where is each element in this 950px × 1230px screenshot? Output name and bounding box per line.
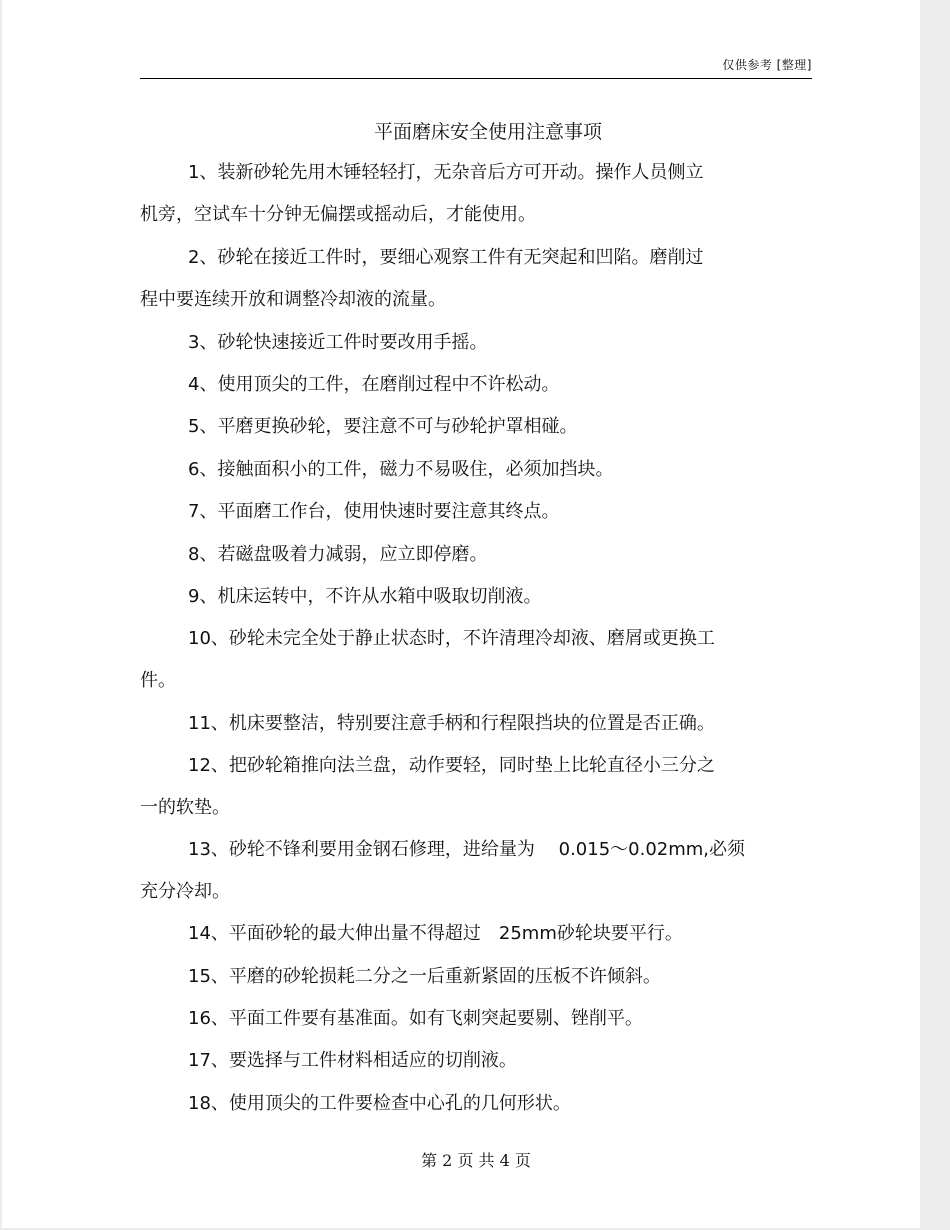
header-text: 仅供参考 [整理]	[722, 58, 812, 72]
item-line-1: 18、使用顶尖的工件要检查中心孔的几何形状。	[188, 1093, 571, 1114]
list-item	[140, 364, 820, 406]
item-line-1: 8、若磁盘吸着力减弱，应立即停磨。	[188, 544, 488, 565]
item-line-1: 5、平磨更换砂轮，要注意不可与砂轮护罩相碰。	[188, 416, 578, 437]
list-item	[140, 237, 820, 321]
item-line-1: 3、砂轮快速接近工件时要改用手摇。	[188, 332, 488, 353]
item-line-1: 14、平面砂轮的最大伸出量不得超过 25mm砂轮块要平行。	[188, 923, 683, 944]
item-line-1: 11、机床要整洁，特别要注意手柄和行程限挡块的位置是否正确。	[188, 713, 715, 734]
item-line-1: 13、砂轮不锋利要用金钢石修理，进给量为 0.015～0.02mm,必须	[188, 839, 746, 860]
item-line-1: 15、平磨的砂轮损耗二分之一后重新紧固的压板不许倾斜。	[188, 966, 661, 987]
page-footer: 第 2 页 共 4 页	[421, 1151, 531, 1170]
item-line-1: 16、平面工件要有基准面。如有飞刺突起要剔、锉削平。	[188, 1008, 643, 1029]
item-line-2: 充分冷却。	[140, 881, 230, 902]
list-item	[140, 913, 820, 955]
list-item	[140, 322, 820, 364]
item-line-1: 2、砂轮在接近工件时，要细心观察工件有无突起和凹陷。磨削过	[188, 247, 704, 268]
item-line-2: 机旁，空试车十分钟无偏摆或摇动后，才能使用。	[140, 204, 536, 225]
item-line-1: 4、使用顶尖的工件，在磨削过程中不许松动。	[188, 374, 560, 395]
item-line-1: 12、把砂轮箱推向法兰盘，动作要轻，同时垫上比轮直径小三分之	[188, 755, 715, 776]
list-item	[140, 745, 820, 829]
list-item	[140, 491, 820, 533]
page-header	[140, 56, 812, 79]
document-page	[2, 0, 920, 1228]
list-item	[140, 406, 820, 448]
item-line-1: 17、要选择与工件材料相适应的切削液。	[188, 1050, 517, 1071]
item-line-1: 9、机床运转中，不许从水箱中吸取切削液。	[188, 586, 542, 607]
item-line-1: 1、装新砂轮先用木锤轻轻打，无杂音后方可开动。操作人员侧立	[188, 162, 704, 183]
item-line-1: 6、接触面积小的工件，磁力不易吸住，必须加挡块。	[188, 459, 614, 480]
list-item	[140, 703, 820, 745]
list-item	[140, 618, 820, 702]
page-margin	[920, 0, 950, 1230]
list-item	[140, 449, 820, 491]
item-line-1: 10、砂轮未完全处于静止状态时，不许清理冷却液、磨屑或更换工	[188, 628, 715, 649]
item-line-2: 一的软垫。	[140, 797, 230, 818]
list-item	[140, 534, 820, 576]
document-title: 平面磨床安全使用注意事项	[373, 121, 602, 143]
list-item	[140, 576, 820, 618]
list-item	[140, 152, 820, 236]
item-line-2: 程中要连续开放和调整冷却液的流量。	[140, 289, 446, 310]
list-item	[140, 1083, 820, 1125]
list-item	[140, 956, 820, 998]
list-item	[140, 829, 820, 913]
item-line-2: 件。	[140, 670, 176, 691]
list-item	[140, 998, 820, 1040]
list-item	[140, 1040, 820, 1082]
item-line-1: 7、平面磨工作台，使用快速时要注意其终点。	[188, 501, 560, 522]
